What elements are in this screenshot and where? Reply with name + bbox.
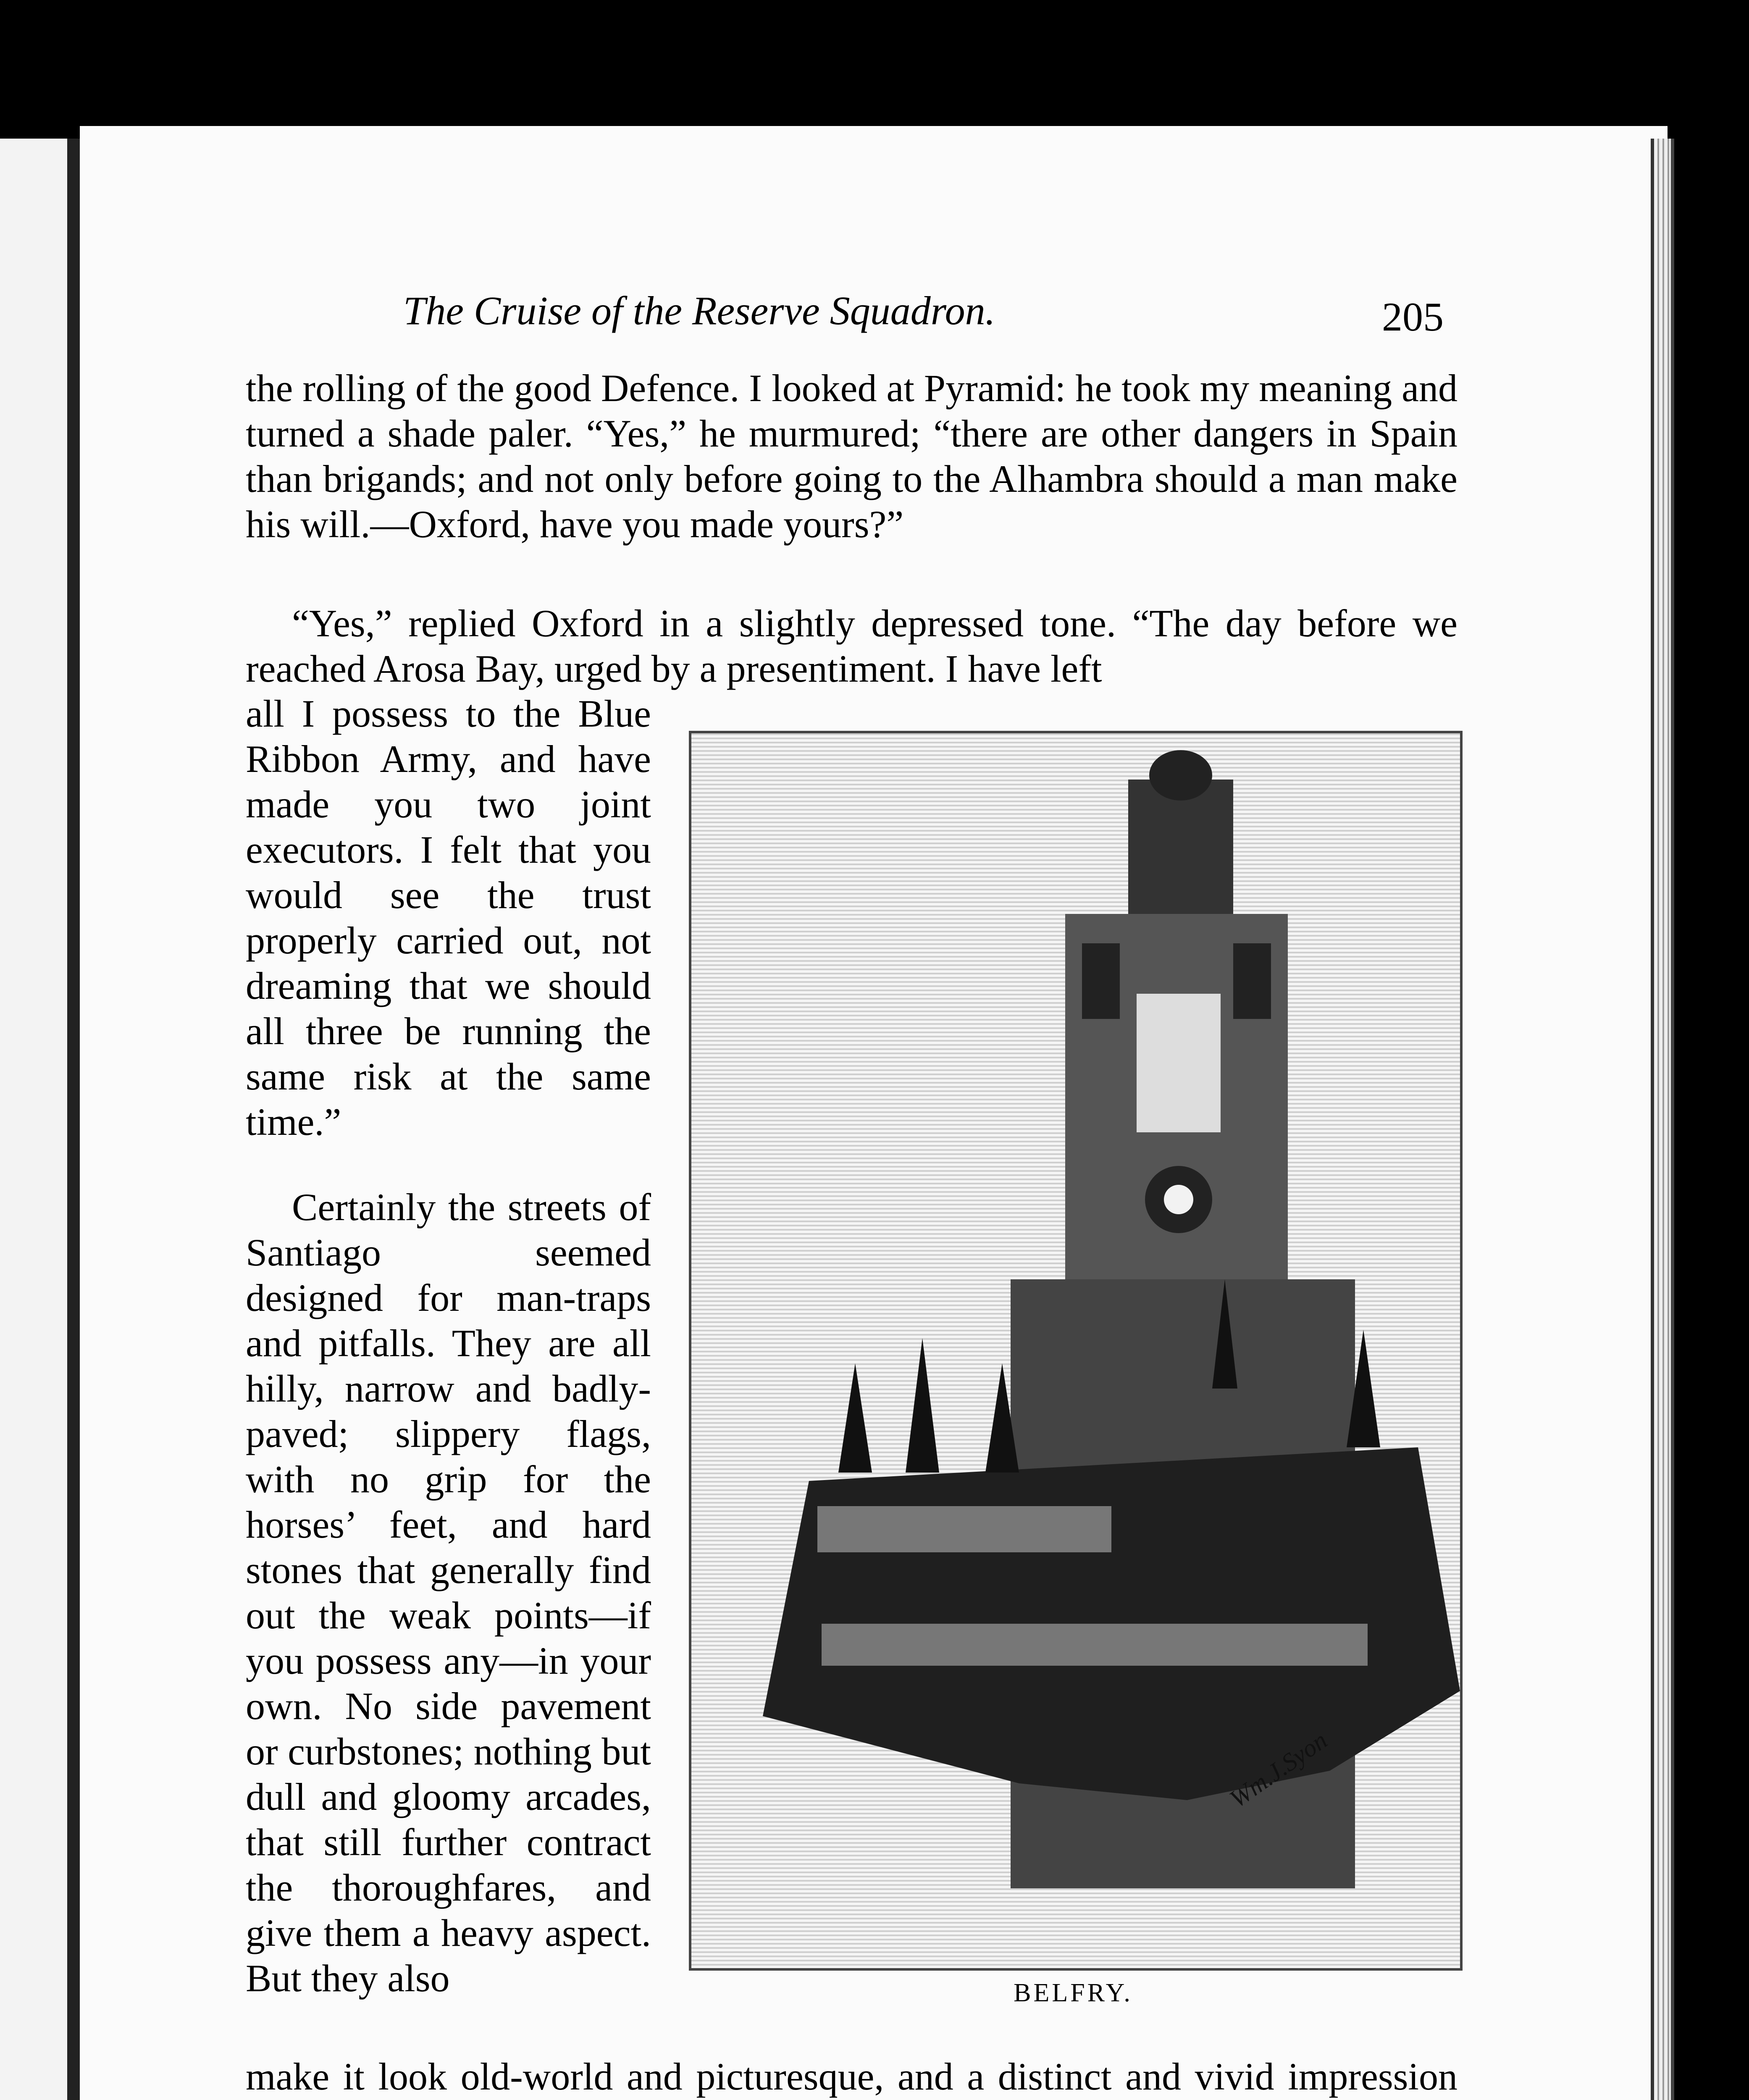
paragraph-3-wrap: Certainly the streets of Santiago seemed designed for man-traps and pitfalls. They are all hilly, narrow and badly-paved; slippery flags, with no grip for the horses’ feet, and hard stones that generally find out the weak points—if you possess any—in your own. No side pavement or curbstones; nothing but dull and gloomy arcades, that still further contract the thoroughfares, and give them a heavy aspect. But they also [246,1186,651,2000]
paragraph-3-bottom: make it look old-world and picturesque, and a distinct and vivid impression [246,2055,1458,2098]
belfry-engraving [689,731,1463,1971]
belfry-drawing-icon [691,733,1460,1968]
figure-caption: BELFRY. [1014,1979,1133,2007]
book-gutter [67,139,80,2100]
page-number: 205 [1382,294,1444,340]
artist-signature: Wm.J.Syon [1224,1726,1332,1813]
paragraph-1: the rolling of the good Defence. I looked at Pyramid: he took my meaning and turned a shade paler. “Yes,” he murmured; “there are other dangers in Spain than brigands; and not only before going to the Alhambra should a man make his will.—Oxford, have you made yours?” [246,367,1458,546]
running-title: The Cruise of the Reserve Squadron. [403,288,995,333]
paragraph-2-wrap: all I possess to the Blue Ribbon Army, and have made you two joint executors. I felt that you would see the trust properly carried out, not dreaming that we should all three be running the same risk at the same time.” [246,692,651,1143]
page-stack-edge [1651,139,1674,2100]
facing-page-edge [0,139,71,2100]
paragraph-2-top: “Yes,” replied Oxford in a slightly depressed tone. “The day before we reached Arosa Bay, urged by a presentiment. I have left [246,602,1458,690]
